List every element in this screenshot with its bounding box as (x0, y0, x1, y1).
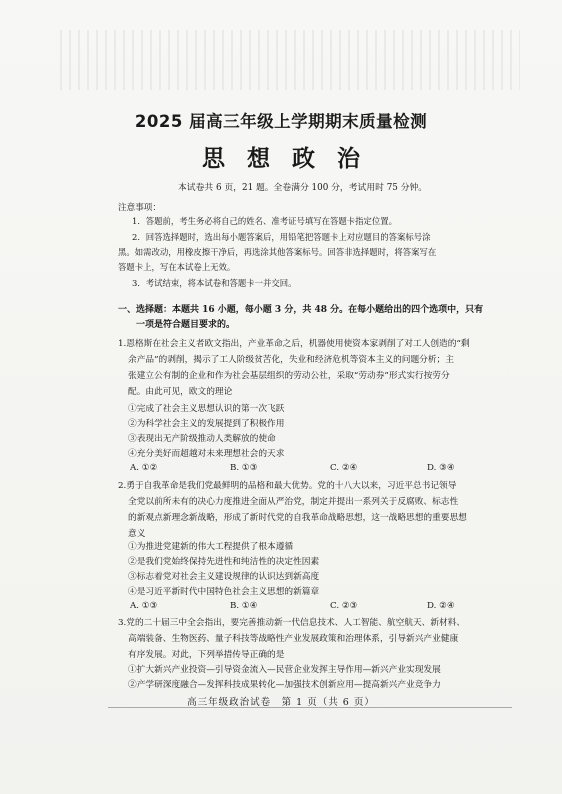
exam-info: 本试卷共 6 页，21 题。全卷满分 100 分，考试用时 75 分钟。 (178, 183, 428, 193)
question-1-option-1: ①完成了社会主义思想认识的第一次飞跃 (128, 404, 285, 414)
stem-line: 有序发展。对此，下列举措传导正确的是 (128, 650, 285, 660)
note-line: 2．回答选择题时，选出每小题答案后，用铅笔把答题卡上对应题目的答案标号涂 (132, 232, 431, 242)
stem-line: 3.党的二十届三中全会指出，要完善推动新一代信息技术、人工智能、航空航天、新材料、 (118, 618, 466, 628)
choice-c: C. ②④ (330, 463, 358, 473)
note-line: 3．考试结束，将本试卷和答题卡一并交回。 (132, 278, 297, 288)
stem-line: 余产品”的剥削，揭示了工人阶级贫苦化，失业和经济危机等资本主义的问题分析；主 (128, 355, 454, 365)
notes-title: 注意事项： (118, 203, 161, 213)
note-line: 答题卡上，写在本试卷上无效。 (118, 262, 236, 272)
stem-line: 配。由此可见，欧文的理论 (128, 387, 233, 397)
stem-line: 的新观点新理念新战略，形成了新时代党的自我革命战略思想，这一战略思想的重要思想 (128, 513, 467, 523)
note-2 (118, 230, 513, 275)
question-1-option-2: ②为科学社会主义的发展提到了积极作用 (128, 419, 285, 429)
question-1-stem (118, 336, 518, 400)
choice-b: B. ①④ (230, 601, 258, 611)
stem-line: 2.勇于自我革命是我们党最鲜明的品格和最大优势。党的十八大以来，习近平总书记领导 (118, 481, 457, 491)
choice-c: C. ②③ (330, 601, 358, 611)
question-2-option-3: ③标志着党对社会主义建设规律的认识达到新高度 (128, 572, 320, 582)
choice-d: D. ③④ (427, 463, 455, 473)
section-line: 一、选择题：本题共 16 小题，每小题 3 分，共 48 分。在每小题给出的四个选项中，只有 (118, 305, 484, 315)
choice-d: D. ②④ (427, 601, 455, 611)
note-3 (118, 276, 513, 291)
section-heading (118, 303, 518, 333)
subject-title: 思想政治 (202, 145, 382, 172)
exam-title: 2025 届高三年级上学期期末质量检测 (134, 112, 428, 131)
stem-line: 意义 (128, 529, 146, 539)
choice-a: A. ①② (130, 463, 158, 473)
question-3-option-2: ②产学研深度融合—发挥科技成果转化—加强技术创新应用—提高新兴产业竞争力 (128, 680, 441, 690)
stem-line: 1.恩格斯在社会主义者欧文指出，产业革命之后，机器使用使资本家剥削了对工人创造的“剩 (118, 339, 470, 349)
question-3-option-1: ①扩大新兴产业投资—引导资金流入—民营企业发挥主导作用—新兴产业实现发展 (128, 665, 441, 675)
question-1-option-3: ③表现出无产阶级推动人类解放的使命 (128, 434, 276, 444)
stem-line: 张建立公有制的企业和作为社会基层组织的劳动公社，采取“劳动券”形式实行按劳分 (128, 371, 450, 381)
question-2-option-2: ②是我们党始终保持先进性和纯洁性的决定性因素 (128, 557, 320, 567)
note-1 (118, 214, 513, 229)
note-line: 黑。如需改动，用橡皮擦干净后，再选涂其他答案标号。回答非选择题时，将答案写在 (118, 247, 437, 257)
scan-bleed-through (60, 30, 520, 90)
choice-a: A. ①③ (130, 601, 158, 611)
page-footer: 高三年级政治试卷 第 1 页（共 6 页） (187, 697, 375, 708)
note-line: 1．答题前，考生务必将自己的姓名、准考证号填写在答题卡指定位置。 (132, 216, 397, 226)
question-1-option-4: ④充分美好而超越对未来理想社会的天求 (128, 449, 285, 459)
stem-line: 全党以前所未有的决心力度推进全面从严治党，制定并提出一系列关于反腐败、标志性 (128, 497, 459, 507)
section-line: 一项是符合题目要求的。 (136, 320, 236, 330)
question-2-option-4: ④是习近平新时代中国特色社会主义思想的新篇章 (128, 587, 320, 597)
question-2-option-1: ①为推进党建新的伟大工程提供了根本遵循 (128, 542, 294, 552)
question-3-stem (118, 615, 518, 663)
stem-line: 高端装备、生物医药、量子科技等战略性产业发展政策和治理体系，引导新兴产业健康 (128, 634, 459, 644)
choice-b: B. ①③ (230, 463, 258, 473)
exam-header (0, 108, 562, 173)
question-2-stem (118, 478, 518, 542)
